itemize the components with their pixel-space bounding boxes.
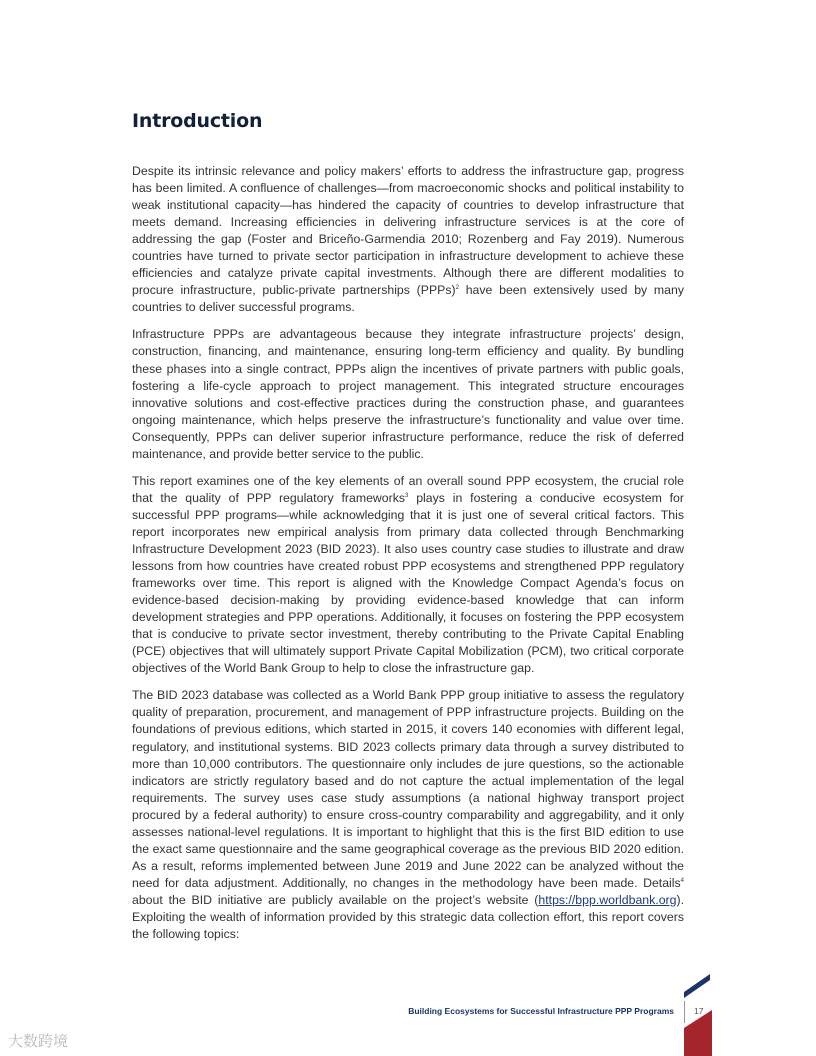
corner-decoration bbox=[684, 974, 716, 1056]
footnote-ref-3: 3 bbox=[405, 492, 409, 499]
paragraph-2: Infrastructure PPPs are advantageous because they integrate infrastructure projects’ design, construction, financing, and maintenance, ensuring long-term efficiency and quality. By bundling these phases into a single contract, PPPs align the incentives of private partners with public goals, fostering a life-cycle approach to project management. This integrated structure encourages innovative solutions and cost-effective practices during the construction phase, and guarantees ongoing maintenance, which helps preserve the infrastructure’s functionality and value over time. Consequently, PPPs can deliver superior infrastructure performance, reduce the risk of deferred maintenance, and provide better service to the public. bbox=[132, 327, 684, 461]
page-number: 17 bbox=[694, 1006, 704, 1016]
footer-title: Building Ecosystems for Successful Infrastructure PPP Programs bbox=[408, 1006, 674, 1016]
footnote-ref-4: 4 bbox=[680, 877, 684, 884]
corner-red-block bbox=[684, 1010, 712, 1056]
footnote-ref-2: 2 bbox=[455, 285, 459, 292]
paragraph-4-text-end: ). Exploiting the wealth of information provided by this strategic data collection effort, this report covers the following topics: bbox=[132, 892, 684, 942]
paragraph-3-text: This report examines one of the key elements of an overall sound PPP ecosystem, the crucial role that the quality of PPP regulatory frameworks bbox=[132, 473, 684, 505]
paragraph-4-text: The BID 2023 database was collected as a World Bank PPP group initiative to assess the regulatory quality of preparation, procurement, and management of PPP infrastructure projects. Building on the foundations of previous editions, which started in 2015, it covers 140 economies with different legal, regulatory, and institutional systems. BID 2023 collects primary data through a survey distributed to more than 10,000 contributors. The questionnaire only includes de jure questions, so the actionable indicators are strictly regulatory based and do not capture the actual implementation of the legal requirements. The survey uses case study assumptions (a national highway transport project procured by a federal authority) to ensure cross-country comparability and aggregability, and it only assesses national-level regulations. It is important to highlight that this is the first BID edition to use the exact same questionnaire and the same geographical coverage as the previous BID 2020 edition. As a result, reforms implemented between June 2019 and June 2022 can be analyzed without the need for data adjustment. Additionally, no changes in the methodology have been made. Details bbox=[132, 688, 684, 890]
paragraph-1-text: Despite its intrinsic relevance and policy makers’ efforts to address the infrastructure gap, progress has been limited. A confluence of challenges—from macroeconomic shocks and political instability to weak institutional capacity—has hindered the capacity of countries to develop infrastructure that meets demand. Increasing efficiencies in delivering infrastructure services is at the core of addressing the gap (Foster and Briceño-Garmendia 2010; Rozenberg and Fay 2019). Numerous countries have turned to private sector participation in infrastructure development to achieve these efficiencies and catalyze private capital investments. Although there are different modalities to procure infrastructure, public-private partnerships (PPPs) bbox=[132, 164, 684, 298]
body-text bbox=[132, 163, 684, 953]
watermark: 大数跨境 bbox=[8, 1032, 69, 1050]
paragraph-4-text-mid: about the BID initiative are publicly available on the project’s website ( bbox=[132, 892, 539, 907]
paragraph-1-text-end: have been extensively used by many countries to deliver successful programs. bbox=[132, 283, 685, 315]
paragraph-1 bbox=[132, 163, 684, 316]
paragraph-3-text-end: plays in fostering a conducive ecosystem for successful PPP programs—while acknowledging that it is just one of several critical factors. This report incorporates new empirical analysis from primary data collected through Benchmarking Infrastructure Development 2023 (BID 2023). It also uses country case studies to illustrate and draw lessons from how countries have created robust PPP ecosystems and strengthened PPP regulatory frameworks over time. This report is aligned with the Knowledge Compact Agenda’s focus on evidence-based decision-making by providing evidence-based knowledge that can inform development strategies and PPP operations. Additionally, it focuses on fostering the PPP ecosystem that is conducive to private sector investment, thereby contributing to the Private Capital Enabling (PCE) objectives that will ultimately support Private Capital Mobilization (PCM), two critical corporate objectives of the World Bank Group to help to close the infrastructure gap. bbox=[132, 490, 684, 676]
paragraph-4 bbox=[132, 687, 684, 943]
page-heading: Introduction bbox=[132, 110, 263, 132]
bid-website-link[interactable]: https://bpp.worldbank.org bbox=[538, 892, 677, 907]
corner-navy-stripe bbox=[684, 974, 710, 998]
paragraph-3 bbox=[132, 473, 684, 678]
